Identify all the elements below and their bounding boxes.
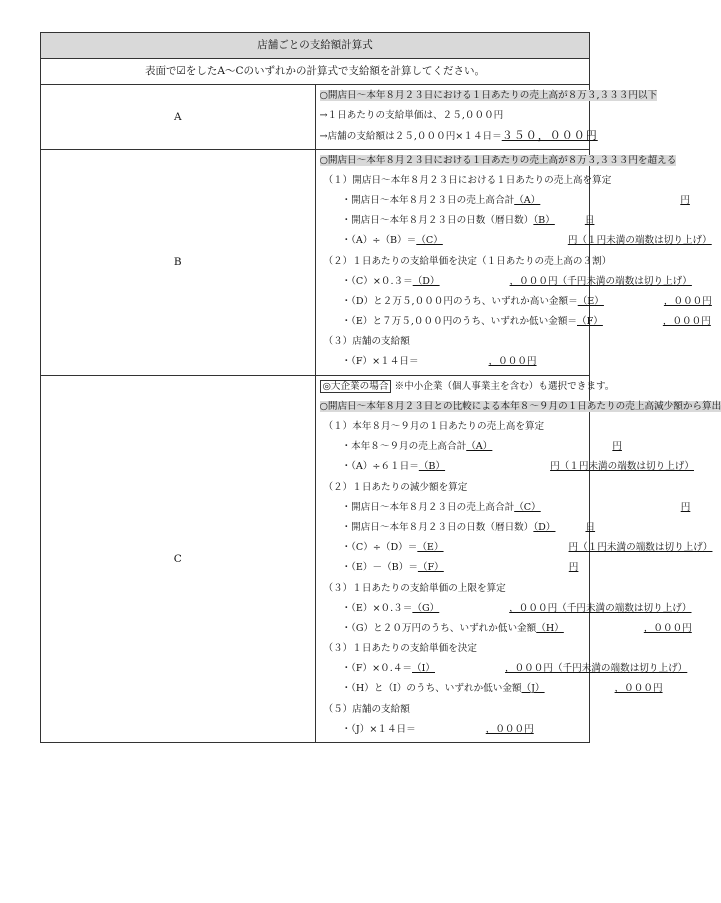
b-step2-heading: （２）１日あたりの支給単価を決定（１日あたりの売上高の３割） [323,255,612,267]
c-step1-sales-total [320,437,622,457]
c-step5-total [320,720,586,740]
c-step3-heading: （３）１日あたりの支給単価の上限を算定 [323,582,506,594]
b-s2c-label: ・（E）と７万５,０００円のうち、いずれか低い金額＝ [341,316,578,328]
b-step2-f [320,312,711,332]
c-step2-days [320,518,596,538]
a-line-total [319,126,598,146]
c-step2-heading: （２）１日あたりの減少額を算定 [323,481,468,493]
b-s3a-label: ・（F）×１４日＝ [341,356,419,368]
c-step1-daily [320,457,694,477]
b-step2-d [320,272,692,292]
b-field-a[interactable]: （A） 円 [514,194,690,206]
c-step4-heading: （３）１日あたりの支給単価を決定 [323,643,477,655]
c-s2c-label: ・（C）÷（D）＝ [341,542,418,554]
c-field-a[interactable]: （A） 円 [466,441,622,453]
row-c-label: C [41,375,316,742]
row-c-content [315,375,721,742]
row-b-label: B [41,149,316,375]
b-field-b[interactable]: （B） 日 [533,215,595,227]
c-note-line [320,377,615,397]
c-step4-j [320,679,663,699]
c-step2-decrease [320,558,586,578]
b-field-c[interactable]: （C） 円（１円未満の端数は切り上げ） [416,235,712,247]
c-field-d[interactable]: （D） 日 [533,521,596,533]
row-b [41,149,590,375]
b-s2a-label: ・（C）×０.３＝ [341,275,413,287]
row-a-label: A [41,85,316,150]
b-field-e[interactable]: （E） ，０００円 [577,295,712,307]
c-step3-h [320,619,692,639]
c-s2a-label: ・開店日～本年８月２３日の売上高合計 [341,501,515,513]
b-field-f[interactable]: （F） ，０００円 [577,316,711,328]
b-s1a-label: ・開店日～本年８月２３日の売上高合計 [341,194,515,206]
c-field-h[interactable]: （H） ，０００円 [536,622,692,634]
c-s2d-label: ・（E）－（B）＝ [341,562,418,574]
c-step5-heading: （５）店舗の支給額 [323,703,410,715]
b-step1-heading: （１）開店日～本年８月２３日における１日あたりの売上高を算定 [323,174,612,186]
c-field-b[interactable]: （B） 円（１円未満の端数は切り上げ） [418,461,694,473]
c-field-g[interactable]: （G） ，０００円（千円未満の端数は切り上げ） [412,602,692,614]
a-line-unit-price: →１日あたりの支給単価は、２５,０００円 [319,110,504,122]
c-badge: ◎大企業の場合 [320,380,392,393]
c-header: ○開店日～本年８月２３日との比較による本年８～９月の１日あたりの売上高減少額から算出 [319,400,721,412]
row-a-content [315,85,658,150]
b-step2-e [320,292,712,312]
b-step1-sales-total [320,191,690,211]
b-step3-heading: （３）店舗の支給額 [323,336,410,348]
row-a [41,85,590,150]
b-step1-days [320,211,595,231]
row-c [41,375,590,742]
c-s3b-label: ・（G）と２０万円のうち、いずれか低い金額 [341,622,537,634]
c-step2-sales-total [320,498,691,518]
b-header: ○開店日～本年８月２３日における１日あたりの売上高が８万３,３３３円を超える [319,154,677,166]
c-s1b-label: ・（A）÷６１日＝ [341,461,419,473]
b-step1-daily-sales [320,231,712,251]
b-field-total[interactable]: ，０００円 [488,356,537,368]
a-total-value: ３５０，０００円 [501,129,598,143]
calculation-table [40,32,721,743]
c-field-f[interactable]: （F） 円 [417,562,579,574]
c-s1a-label: ・本年８～９月の売上高合計 [341,441,467,453]
c-s4a-label: ・（F）×０.４＝ [341,663,413,675]
c-step4-i [320,659,688,679]
c-field-i[interactable]: （I） ，０００円（千円未満の端数は切り上げ） [412,663,688,675]
a-total-label: →店舗の支給額は２５,０００円×１４日＝ [319,131,502,143]
c-s2b-label: ・開店日～本年８月２３日の日数（暦日数） [341,521,534,533]
c-field-j[interactable]: （J） ，０００円 [521,683,663,695]
c-step3-g [320,599,692,619]
c-s3a-label: ・（E）×０.３＝ [341,602,413,614]
table-title: 店舗ごとの支給額計算式 [41,33,590,59]
b-s2b-label: ・（D）と２万５,０００円のうち、いずれか高い金額＝ [341,295,578,307]
row-b-content [315,149,712,375]
b-step3-total [320,352,586,372]
c-s4b-label: ・（H）と（I）のうち、いずれか低い金額 [341,683,522,695]
instruction-text: 表面で☑をしたA～Cのいずれかの計算式で支給額を計算してください。 [41,59,590,85]
a-header: ○開店日～本年８月２３日における１日あたりの売上高が８万３,３３３円以下 [319,90,658,101]
c-step1-heading: （１）本年８月～９月の１日あたりの売上高を算定 [323,421,545,432]
c-field-e[interactable]: （E） 円（１円未満の端数は切り上げ） [417,542,713,554]
c-s5a-label: ・（J）×１４日＝ [341,723,416,735]
b-s1c-label: ・（A）÷（B）＝ [341,235,417,247]
c-field-c[interactable]: （C） 円 [514,501,691,513]
c-step2-daily [320,538,713,558]
c-field-total[interactable]: ，０００円 [485,723,534,735]
calculation-sheet [40,32,721,743]
b-s1b-label: ・開店日～本年８月２３日の日数（暦日数） [341,215,534,227]
c-note: ※中小企業（個人事業主を含む）も選択できます。 [394,380,615,392]
b-field-d[interactable]: （D） ，０００円（千円未満の端数は切り上げ） [412,275,692,287]
